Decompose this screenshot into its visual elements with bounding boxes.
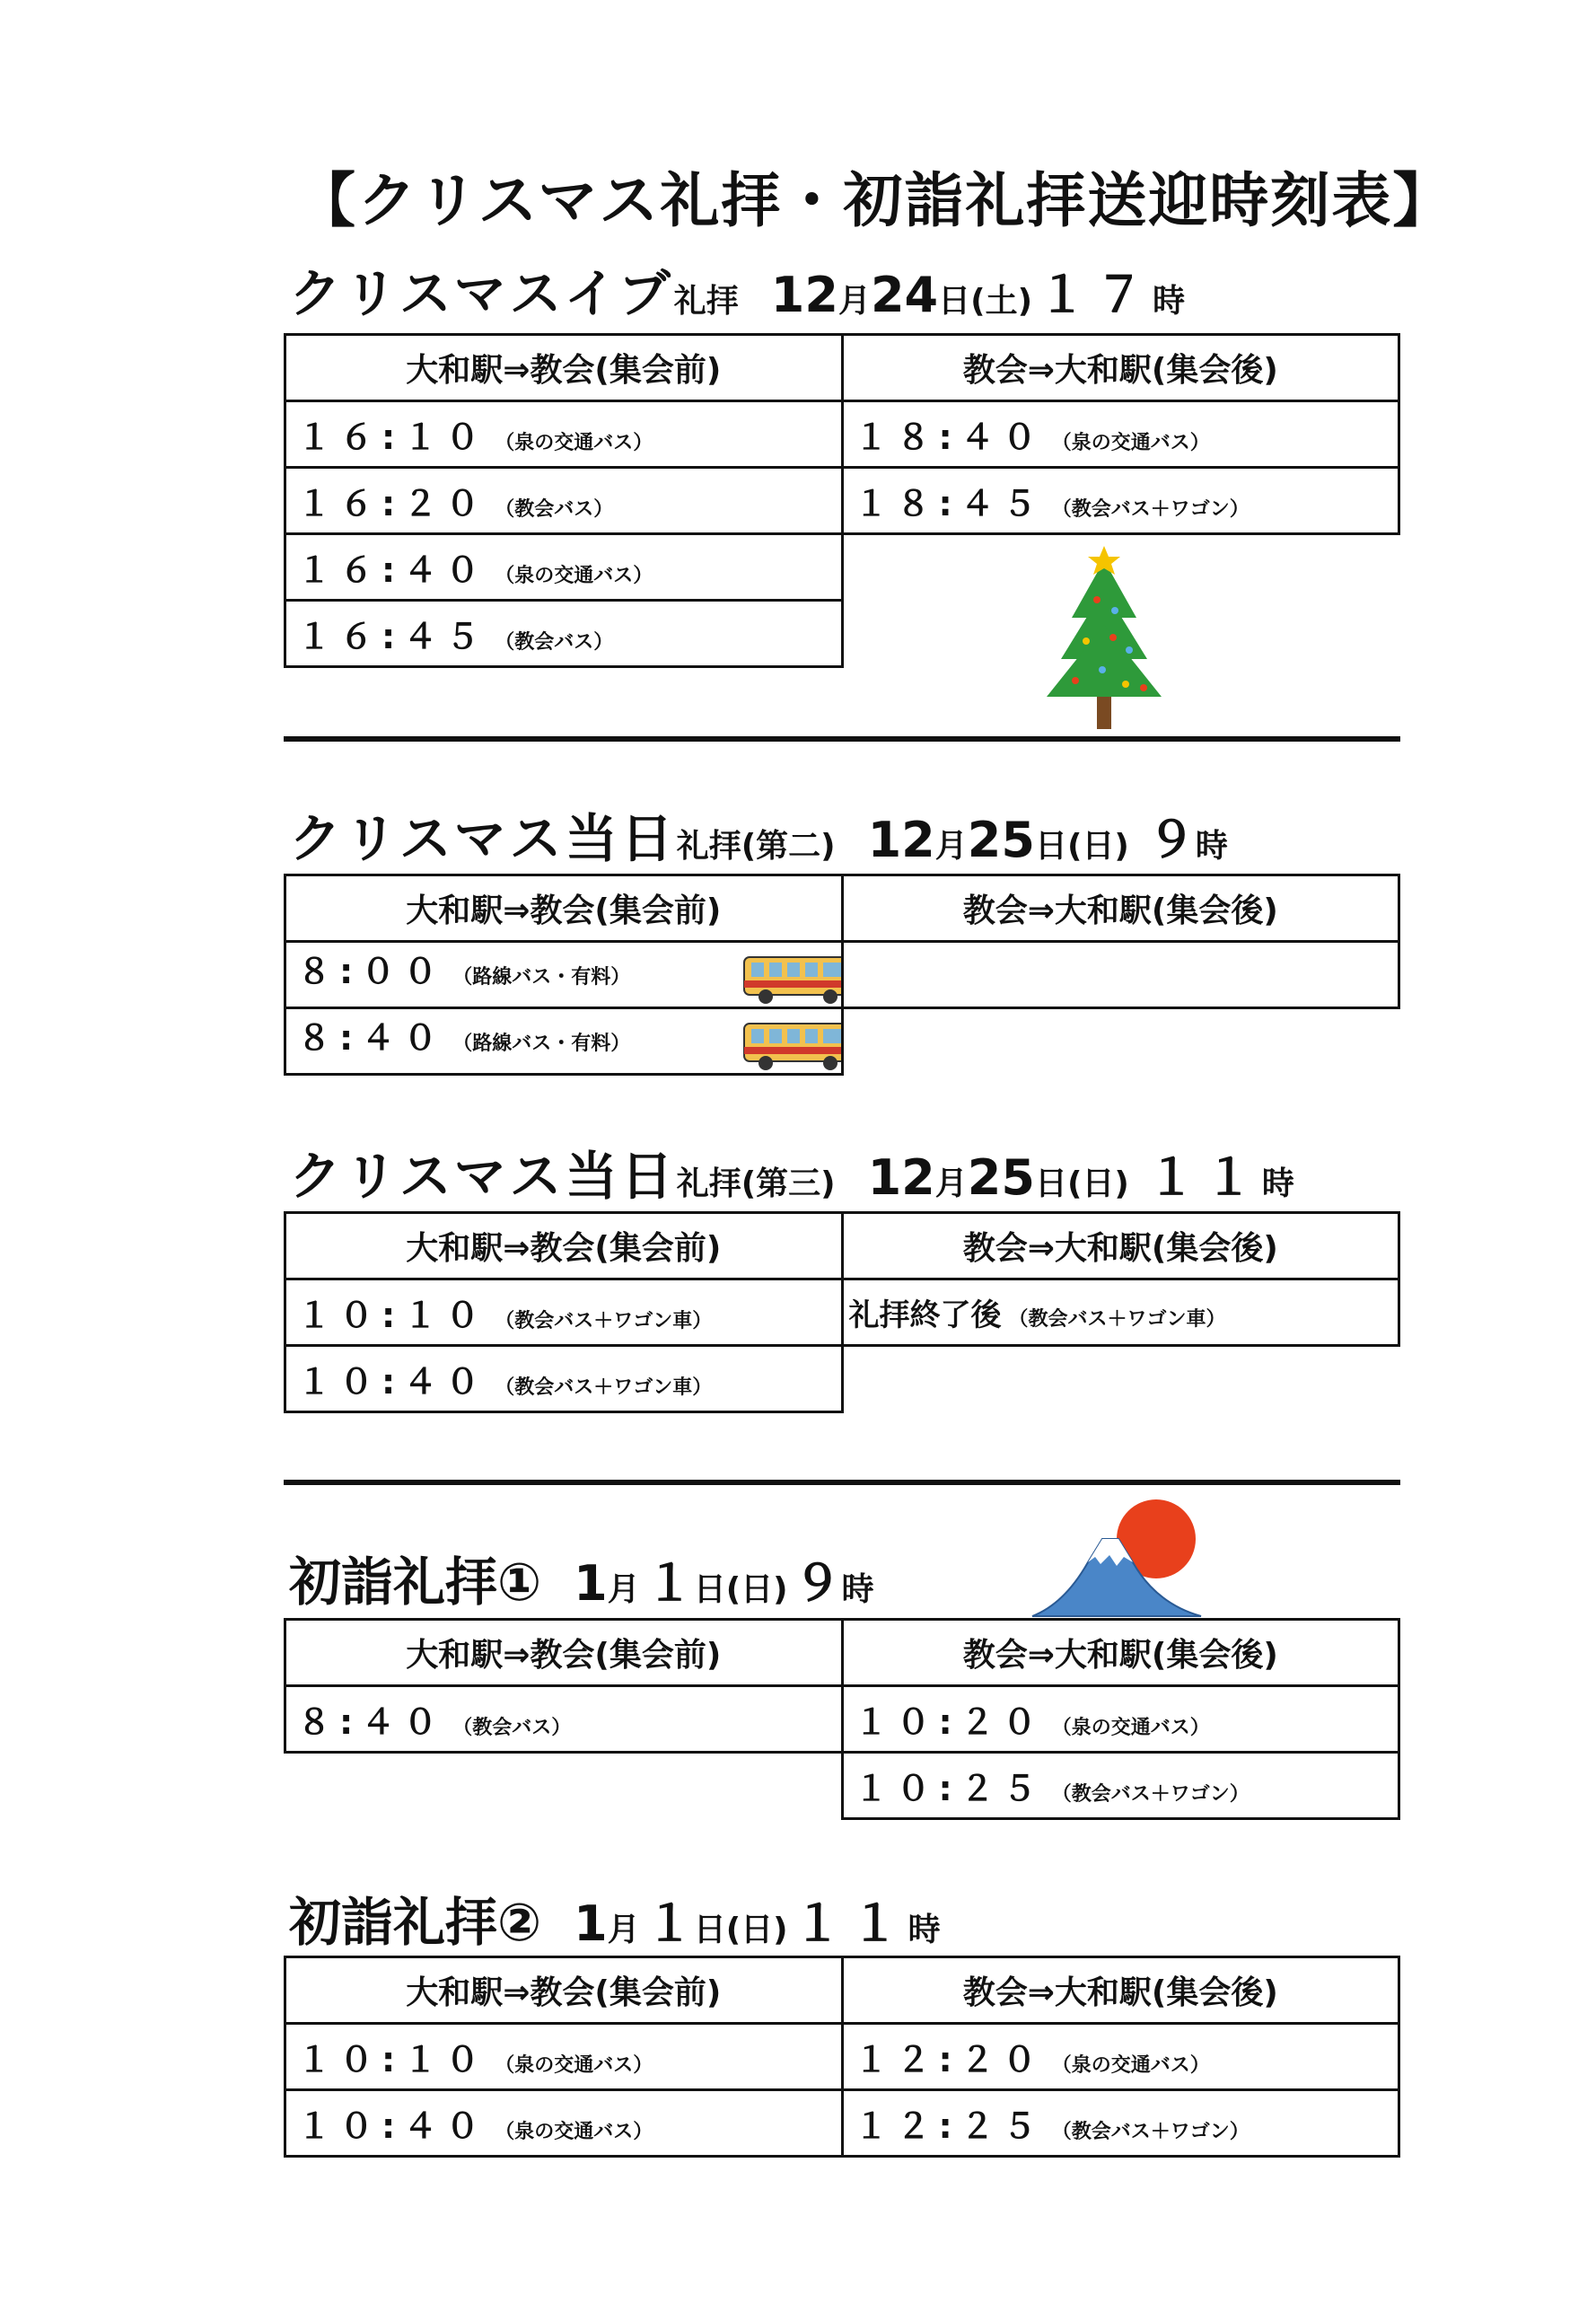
section-heading: クリスマス当日礼拝(第二) 12月25日(日) ９時: [289, 808, 1228, 869]
table-cell: １２:２０ （泉の交通バス）: [842, 2024, 1399, 2090]
column-header: 教会⇒大和駅(集会後): [842, 1620, 1399, 1686]
timetable: [284, 1211, 1400, 1413]
table-cell: １２:２５ （教会バス＋ワゴン）: [842, 2090, 1399, 2157]
mount-fuji-sunrise-icon: [1029, 1496, 1205, 1622]
column-header: 大和駅⇒教会(集会前): [285, 875, 843, 942]
table-cell: １６:４０ （泉の交通バス）: [285, 534, 843, 601]
column-header: 大和駅⇒教会(集会前): [285, 1213, 843, 1279]
column-header: 大和駅⇒教会(集会前): [285, 335, 843, 401]
table-cell: 礼拝終了後 （教会バス＋ワゴン車）: [842, 1279, 1399, 1346]
table-cell: １０:１０ （教会バス＋ワゴン車）: [285, 1279, 843, 1346]
table-cell: ８:４０ （教会バス）: [285, 1686, 843, 1753]
section-heading: 初詣礼拝② 1月 １日(日) １１時: [289, 1892, 941, 1953]
timetable: [284, 1956, 1400, 2158]
timetable: [284, 874, 1400, 1076]
bus-icon: [742, 952, 842, 1006]
table-cell: １０:４０ （泉の交通バス）: [285, 2090, 843, 2157]
table-cell: １６:４５ （教会バス）: [285, 601, 843, 667]
table-cell: １６:１０ （泉の交通バス）: [285, 401, 843, 468]
column-header: 大和駅⇒教会(集会前): [285, 1620, 843, 1686]
table-cell: １０:１０ （泉の交通バス）: [285, 2024, 843, 2090]
table-cell: １６:２０ （教会バス）: [285, 468, 843, 534]
table-cell: １０:４０ （教会バス＋ワゴン車）: [285, 1346, 843, 1412]
column-header: 大和駅⇒教会(集会前): [285, 1957, 843, 2024]
table-cell: １８:４０ （泉の交通バス）: [842, 401, 1399, 468]
timetable: [284, 333, 1400, 668]
bus-icon: [742, 1018, 842, 1072]
divider: [284, 736, 1400, 742]
column-header: 教会⇒大和駅(集会後): [842, 335, 1399, 401]
table-cell: [842, 942, 1399, 1008]
divider: [284, 1480, 1400, 1485]
table-cell: １０:２０ （泉の交通バス）: [842, 1686, 1399, 1753]
section-heading: クリスマスイブ礼拝 12月24日(土) １７時: [289, 263, 1186, 324]
page-title: 【クリスマス礼拝・初詣礼拝送迎時刻表】: [296, 166, 1454, 235]
column-header: 教会⇒大和駅(集会後): [842, 875, 1399, 942]
section-heading: クリスマス当日礼拝(第三) 12月25日(日) １１時: [289, 1146, 1294, 1207]
column-header: 教会⇒大和駅(集会後): [842, 1213, 1399, 1279]
table-cell: １８:４５ （教会バス＋ワゴン）: [842, 468, 1399, 534]
timetable: [284, 1618, 1400, 1820]
column-header: 教会⇒大和駅(集会後): [842, 1957, 1399, 2024]
table-cell: ８:４０ （路線バス・有料）: [285, 1008, 843, 1075]
section-heading: 初詣礼拝① 1月 １日(日) ９時: [289, 1552, 874, 1613]
christmas-tree-icon: [1043, 544, 1165, 733]
table-cell: ８:００ （路線バス・有料）: [285, 942, 843, 1008]
table-cell: １０:２５ （教会バス＋ワゴン）: [842, 1753, 1399, 1819]
